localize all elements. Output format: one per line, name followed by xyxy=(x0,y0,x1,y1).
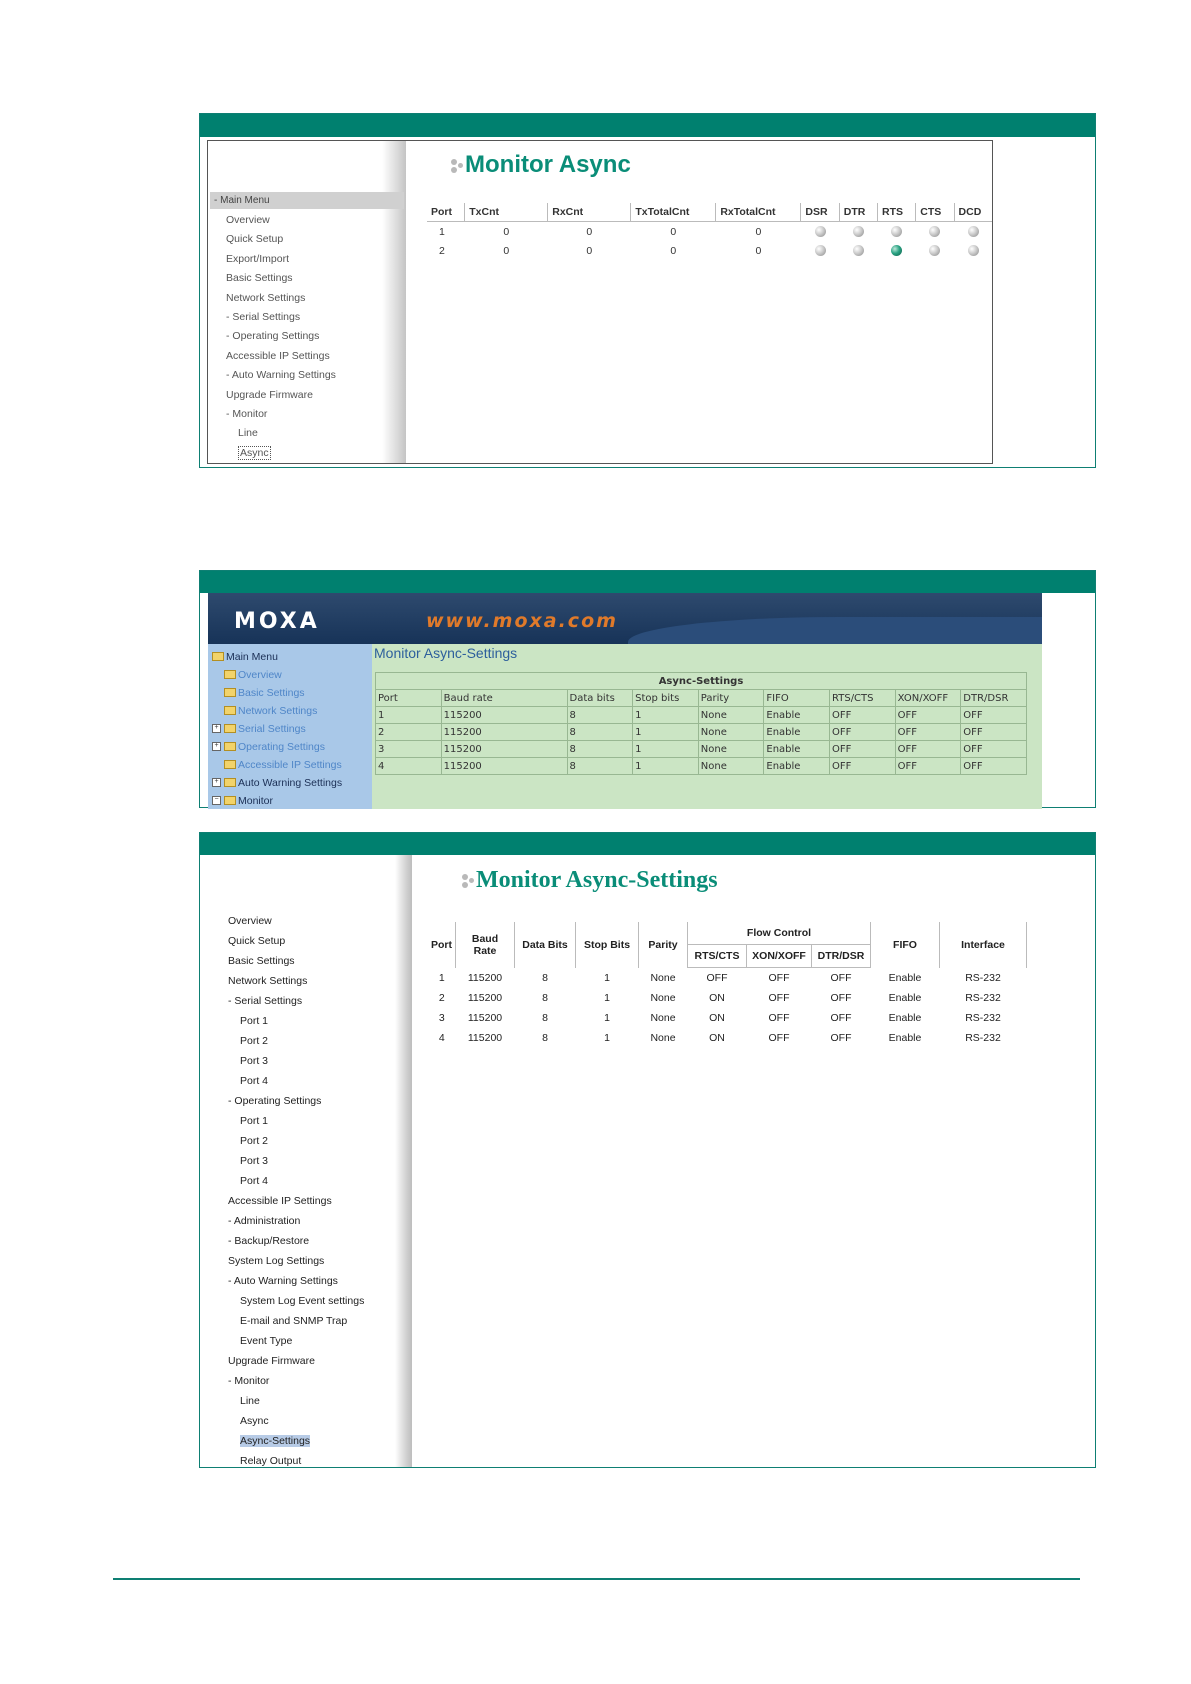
table-cell: OFF xyxy=(830,724,896,741)
col-baud-line2: Rate xyxy=(473,944,497,957)
table-row xyxy=(427,222,992,242)
sidebar-item-label: Async xyxy=(240,446,269,459)
table-cell: 0 xyxy=(586,225,593,238)
table-cell: 8 xyxy=(567,724,633,741)
folder-icon xyxy=(212,652,224,661)
table-cell: OFF xyxy=(830,758,896,775)
column-header: Port xyxy=(376,690,442,707)
sidebar-item-label: - Monitor xyxy=(226,407,268,420)
sidebar-item[interactable] xyxy=(228,1191,364,1211)
table-cell: 1 xyxy=(633,707,699,724)
sidebar-item[interactable] xyxy=(228,1431,364,1451)
page-title xyxy=(451,151,631,179)
sidebar-item-label: Event Type xyxy=(240,1335,293,1347)
table-cell: OFF xyxy=(961,758,1027,775)
table-cell: None xyxy=(698,707,764,724)
figure-monitor-async-settings-web xyxy=(199,570,1096,808)
table-cell: 8 xyxy=(567,707,633,724)
table-row xyxy=(428,1008,1027,1028)
sidebar-item-label: Port 1 xyxy=(240,1115,269,1127)
table-cell: RS-232 xyxy=(965,1032,1001,1044)
sidebar-item[interactable] xyxy=(226,347,336,366)
table-cell: Enable xyxy=(764,724,830,741)
sidebar-item[interactable] xyxy=(228,1311,364,1331)
sidebar-item[interactable] xyxy=(226,327,336,346)
table-cell: 0 xyxy=(755,244,762,257)
table-cell: RS-232 xyxy=(965,992,1001,1004)
table-cell: 115200 xyxy=(441,758,567,775)
folder-icon xyxy=(224,778,236,787)
tree-item[interactable] xyxy=(212,774,342,792)
sidebar-item[interactable] xyxy=(228,1291,364,1311)
table-cell: 1 xyxy=(633,758,699,775)
table-row xyxy=(376,707,1027,724)
status-cell xyxy=(801,241,839,260)
table-cell: OFF xyxy=(895,758,961,775)
sidebar-item-label: Upgrade Firmware xyxy=(228,1355,315,1367)
sidebar-item[interactable] xyxy=(228,1331,364,1351)
sidebar-item-label: Overview xyxy=(226,214,270,226)
page-title xyxy=(462,867,718,894)
table-cell: OFF xyxy=(961,741,1027,758)
table-cell: 115200 xyxy=(467,971,503,984)
led-off-icon xyxy=(853,226,864,237)
sidebar-item-label: Upgrade Firmware xyxy=(226,388,313,401)
status-cell xyxy=(878,241,916,260)
sidebar-item-label: Overview xyxy=(228,915,272,927)
led-off-icon xyxy=(853,245,864,256)
table-cell: 3 xyxy=(438,1012,445,1024)
browser-frame xyxy=(207,140,993,464)
figure-header-band xyxy=(200,571,1095,593)
table-cell: 0 xyxy=(670,225,677,238)
sidebar-tree xyxy=(208,644,372,809)
table-cell: 0 xyxy=(670,244,677,257)
column-header: TxTotalCnt xyxy=(631,203,716,222)
table-cell: Enable xyxy=(764,758,830,775)
figure-monitor-async-settings xyxy=(199,832,1096,1468)
async-monitor-table xyxy=(427,203,992,260)
sidebar-item-label: Basic Settings xyxy=(228,955,295,967)
column-header: Baud rate xyxy=(441,690,567,707)
sidebar-item[interactable] xyxy=(226,269,336,288)
table-cell: Enable xyxy=(764,707,830,724)
sidebar-item-label: Port 2 xyxy=(240,1035,269,1047)
table-cell: 1 xyxy=(376,707,442,724)
sidebar-item-label: Async-Settings xyxy=(240,1435,311,1447)
sidebar-item-label: Line xyxy=(240,1395,260,1407)
sidebar-item[interactable] xyxy=(226,386,336,405)
sidebar-item-label: Accessible IP Settings xyxy=(226,349,330,362)
table-cell: 0 xyxy=(503,244,510,257)
col-baud-line1: Baud xyxy=(471,932,499,945)
main-panel xyxy=(372,644,1042,809)
status-cell xyxy=(839,241,877,260)
table-cell: 115200 xyxy=(467,1032,503,1044)
sidebar-item[interactable] xyxy=(226,444,336,463)
async-settings-table xyxy=(375,672,1027,775)
table-cell: OFF xyxy=(830,707,896,724)
column-header: RTS/CTS xyxy=(830,690,896,707)
sidebar-item[interactable] xyxy=(228,1271,364,1291)
sidebar-item[interactable] xyxy=(228,1251,364,1271)
table-cell: OFF xyxy=(961,707,1027,724)
folder-icon xyxy=(224,760,236,769)
page-title-text: Monitor Async xyxy=(465,151,631,178)
table-cell: 1 xyxy=(604,1012,610,1024)
tree-item-label: Accessible IP Settings xyxy=(238,759,342,771)
sidebar-item[interactable] xyxy=(228,951,364,971)
table-cell: OFF xyxy=(830,992,852,1004)
column-header: DTR xyxy=(839,203,877,222)
sidebar-item[interactable] xyxy=(228,1351,364,1371)
col-flow-control: Flow Control xyxy=(688,922,871,945)
moxa-logo: MOXA xyxy=(234,609,320,634)
bullet-dots-icon xyxy=(462,871,476,891)
sidebar-item-label: Port 1 xyxy=(240,1015,269,1027)
table-cell: OFF xyxy=(706,972,728,984)
figure-header-band xyxy=(200,833,1095,855)
table-cell: OFF xyxy=(895,724,961,741)
table-cell: OFF xyxy=(768,1012,790,1024)
folder-icon xyxy=(224,670,236,679)
sidebar-item-label: Quick Setup xyxy=(228,935,286,947)
table-cell: 8 xyxy=(542,1032,548,1044)
expand-plus-icon[interactable]: + xyxy=(212,742,221,751)
table-cell: None xyxy=(650,1032,676,1044)
table-cell: None xyxy=(650,971,676,984)
col-baud-rate xyxy=(456,922,515,968)
tree-item-label: Overview xyxy=(238,669,282,681)
table-cell: None xyxy=(698,758,764,775)
table-cell: 4 xyxy=(438,1032,445,1044)
tree-item-label: Operating Settings xyxy=(238,741,325,753)
sidebar-item-label: Port 3 xyxy=(240,1055,269,1067)
table-cell: 115200 xyxy=(467,992,503,1004)
folder-icon xyxy=(224,724,236,733)
table-cell: 115200 xyxy=(441,741,567,758)
tree-item-label: Serial Settings xyxy=(238,723,306,735)
sidebar-item[interactable] xyxy=(228,1031,364,1051)
footer-rule xyxy=(113,1578,1080,1580)
sidebar-item[interactable] xyxy=(228,1171,364,1191)
column-header: Stop bits xyxy=(633,690,699,707)
table-cell: 115200 xyxy=(441,707,567,724)
column-header: CTS xyxy=(916,203,954,222)
column-header: XON/XOFF xyxy=(895,690,961,707)
sidebar-item-label: Network Settings xyxy=(228,975,308,987)
column-header: DSR xyxy=(801,203,839,222)
col-fifo: FIFO xyxy=(893,938,917,951)
sidebar-item-label: Quick Setup xyxy=(226,233,284,246)
table-cell: ON xyxy=(709,1032,725,1044)
tree-item[interactable] xyxy=(212,648,342,666)
sidebar-item-label: - Monitor xyxy=(228,1375,270,1387)
sidebar-item[interactable] xyxy=(228,911,364,931)
moxa-banner xyxy=(208,593,1042,644)
expand-plus-icon[interactable]: + xyxy=(212,724,221,733)
table-cell: 8 xyxy=(542,971,548,984)
sidebar-item[interactable] xyxy=(226,230,336,249)
sidebar-item[interactable] xyxy=(228,1411,364,1431)
table-caption: Async-Settings xyxy=(376,673,1027,690)
sidebar-item[interactable] xyxy=(226,308,336,327)
sidebar-item-label: Network Settings xyxy=(226,291,306,304)
table-row xyxy=(428,1028,1027,1048)
table-cell: None xyxy=(698,741,764,758)
col-parity: Parity xyxy=(648,938,678,951)
sidebar-item-label: E-mail and SNMP Trap xyxy=(240,1315,348,1327)
sidebar-item-label: - Auto Warning Settings xyxy=(226,369,336,382)
folder-icon xyxy=(224,742,236,751)
sidebar-menu xyxy=(226,211,336,463)
sidebar-tree-menu xyxy=(212,648,342,810)
folder-icon xyxy=(224,796,236,805)
table-cell: Enable xyxy=(888,971,922,984)
tree-item[interactable] xyxy=(212,738,342,756)
col-port: Port xyxy=(431,938,452,951)
table-cell: 115200 xyxy=(467,1012,503,1024)
sidebar-item[interactable] xyxy=(228,971,364,991)
sidebar-item-label: - Serial Settings xyxy=(228,995,303,1007)
sidebar-item[interactable] xyxy=(228,931,364,951)
tree-item[interactable] xyxy=(212,666,342,684)
tree-item[interactable] xyxy=(212,702,342,720)
sidebar-item-label: Export/Import xyxy=(226,252,290,265)
table-cell: 4 xyxy=(376,758,442,775)
folder-icon xyxy=(224,706,236,715)
table-cell: 1 xyxy=(438,971,445,984)
status-cell xyxy=(878,222,916,242)
table-cell: 1 xyxy=(633,724,699,741)
sidebar-item-label: Relay Output xyxy=(240,1455,302,1467)
sidebar-item[interactable] xyxy=(228,1371,364,1391)
sidebar-item-label: System Log Event settings xyxy=(240,1295,365,1307)
table-cell: 2 xyxy=(376,724,442,741)
led-off-icon xyxy=(968,226,979,237)
sidebar-item-label: Accessible IP Settings xyxy=(228,1195,332,1207)
table-cell: Enable xyxy=(888,1012,922,1024)
table-cell: 1 xyxy=(604,1032,610,1044)
table-cell: 1 xyxy=(604,971,610,984)
column-header: RTS xyxy=(878,203,916,222)
table-cell: 1 xyxy=(439,225,445,238)
sidebar-item[interactable] xyxy=(228,1051,364,1071)
col-stop-bits: Stop Bits xyxy=(576,922,639,968)
column-header: Port xyxy=(427,203,465,222)
status-cell xyxy=(839,222,877,242)
table-cell: None xyxy=(650,1012,676,1024)
sidebar-item[interactable] xyxy=(228,1231,364,1251)
column-header: TxCnt xyxy=(465,203,548,222)
table-row xyxy=(376,741,1027,758)
sidebar-item[interactable] xyxy=(228,991,364,1011)
sidebar-item[interactable] xyxy=(228,1111,364,1131)
sidebar-item[interactable] xyxy=(228,1071,364,1091)
tree-item-label: Network Settings xyxy=(238,705,318,717)
table-cell: 8 xyxy=(542,1012,548,1024)
table-row xyxy=(428,988,1027,1008)
led-off-icon xyxy=(929,245,940,256)
table-cell: OFF xyxy=(895,707,961,724)
sidebar-item[interactable] xyxy=(228,1391,364,1411)
column-header: Data bits xyxy=(567,690,633,707)
status-cell xyxy=(916,222,954,242)
table-cell: 115200 xyxy=(441,724,567,741)
table-cell: RS-232 xyxy=(965,1012,1001,1024)
table-cell: 0 xyxy=(755,225,762,238)
column-header: DTR/DSR xyxy=(961,690,1027,707)
led-off-icon xyxy=(815,245,826,256)
sidebar-item-label: Async xyxy=(240,1415,269,1427)
led-off-icon xyxy=(968,245,979,256)
table-cell: None xyxy=(650,992,676,1004)
status-cell xyxy=(954,241,992,260)
status-cell xyxy=(801,222,839,242)
col-interface: Interface xyxy=(940,922,1027,968)
table-cell: OFF xyxy=(768,972,790,984)
tree-item-label: Main Menu xyxy=(226,651,278,663)
table-cell: RS-232 xyxy=(965,971,1001,984)
table-cell: ON xyxy=(709,1012,725,1024)
table-cell: None xyxy=(698,724,764,741)
collapse-minus-icon[interactable]: − xyxy=(212,796,221,805)
expand-plus-icon[interactable]: + xyxy=(212,778,221,787)
sidebar-item[interactable] xyxy=(226,289,336,308)
tree-item-label: Monitor xyxy=(238,795,274,807)
table-cell: OFF xyxy=(830,972,852,984)
table-cell: Enable xyxy=(888,1032,922,1044)
table-row xyxy=(428,968,1027,989)
table-cell: 0 xyxy=(586,244,593,257)
sidebar-item[interactable] xyxy=(226,250,336,269)
sidebar-item-label: Basic Settings xyxy=(226,272,293,285)
table-cell: OFF xyxy=(961,724,1027,741)
page-title: Monitor Async-Settings xyxy=(374,645,518,661)
col-rts-cts: RTS/CTS xyxy=(688,945,747,968)
sidebar-item[interactable] xyxy=(228,1451,364,1471)
column-header: FIFO xyxy=(764,690,830,707)
sidebar-item-label: - Operating Settings xyxy=(226,330,320,343)
col-data-bits: Data Bits xyxy=(522,938,568,951)
table-cell: 2 xyxy=(439,244,445,257)
col-xon-xoff: XON/XOFF xyxy=(747,945,812,968)
table-cell: Enable xyxy=(888,992,922,1004)
tree-item[interactable] xyxy=(212,720,342,738)
figure-header-band xyxy=(200,114,1095,137)
sidebar-item-label: - Serial Settings xyxy=(226,310,301,323)
sidebar-item-label: - Auto Warning Settings xyxy=(228,1275,338,1287)
led-on-icon xyxy=(891,245,902,256)
column-header: RxCnt xyxy=(548,203,631,222)
status-cell xyxy=(916,241,954,260)
tree-item[interactable] xyxy=(212,756,342,774)
sidebar xyxy=(200,855,412,1467)
table-row xyxy=(376,724,1027,741)
sidebar-item-label: Port 3 xyxy=(240,1155,269,1167)
sidebar-item-label: Port 2 xyxy=(240,1135,269,1147)
main-menu-header[interactable]: - Main Menu xyxy=(210,192,404,209)
led-off-icon xyxy=(929,226,940,237)
table-row xyxy=(376,758,1027,775)
sidebar-menu xyxy=(228,911,364,1471)
led-off-icon xyxy=(891,226,902,237)
moxa-url: www.moxa.com xyxy=(426,610,618,632)
table-cell: 8 xyxy=(567,758,633,775)
banner-wave xyxy=(628,617,1042,644)
table-cell: OFF xyxy=(895,741,961,758)
sidebar-item[interactable] xyxy=(226,405,336,424)
table-cell: 8 xyxy=(542,992,548,1004)
page-title-text: Monitor Async-Settings xyxy=(476,867,718,893)
sidebar-item-label: - Backup/Restore xyxy=(228,1235,310,1247)
table-cell: 1 xyxy=(604,992,610,1004)
column-header: Parity xyxy=(698,690,764,707)
bullet-dots-icon xyxy=(451,156,465,176)
table-row xyxy=(427,241,992,260)
sidebar-item[interactable] xyxy=(226,366,336,385)
sidebar-item-label: Port 4 xyxy=(240,1075,269,1087)
sidebar-item[interactable] xyxy=(228,1131,364,1151)
async-settings-table xyxy=(428,922,1027,1048)
sidebar-item[interactable] xyxy=(226,211,336,230)
folder-icon xyxy=(224,688,236,697)
table-cell: 8 xyxy=(567,741,633,758)
sidebar-item-label: System Log Settings xyxy=(228,1255,325,1267)
sidebar xyxy=(208,141,406,463)
sidebar-item[interactable] xyxy=(226,424,336,443)
table-cell: OFF xyxy=(830,741,896,758)
table-cell: OFF xyxy=(830,1012,852,1024)
sidebar-item-label: - Administration xyxy=(228,1215,301,1227)
column-header: RxTotalCnt xyxy=(716,203,801,222)
sidebar-item-label: Port 4 xyxy=(240,1175,269,1187)
sidebar-item[interactable] xyxy=(228,1011,364,1031)
table-cell: 3 xyxy=(376,741,442,758)
table-cell: OFF xyxy=(768,992,790,1004)
table-cell: OFF xyxy=(768,1032,790,1044)
sidebar-item-label: Line xyxy=(238,427,258,440)
table-cell: OFF xyxy=(830,1032,852,1044)
sidebar-item[interactable] xyxy=(228,1151,364,1171)
figure-monitor-async xyxy=(199,113,1096,468)
table-cell: ON xyxy=(709,992,725,1004)
led-off-icon xyxy=(815,226,826,237)
sidebar-item[interactable] xyxy=(228,1211,364,1231)
table-cell: 2 xyxy=(438,992,445,1004)
column-header: DCD xyxy=(954,203,992,222)
col-dtr-dsr: DTR/DSR xyxy=(812,945,871,968)
tree-item-label: Auto Warning Settings xyxy=(238,777,343,789)
status-cell xyxy=(954,222,992,242)
tree-item-label: Basic Settings xyxy=(238,687,305,699)
sidebar-item[interactable] xyxy=(228,1091,364,1111)
tree-item[interactable] xyxy=(212,792,342,810)
table-cell: Enable xyxy=(764,741,830,758)
tree-item[interactable] xyxy=(212,684,342,702)
table-cell: 0 xyxy=(503,225,510,238)
sidebar-item-label: - Operating Settings xyxy=(228,1095,322,1107)
table-cell: 1 xyxy=(633,741,699,758)
